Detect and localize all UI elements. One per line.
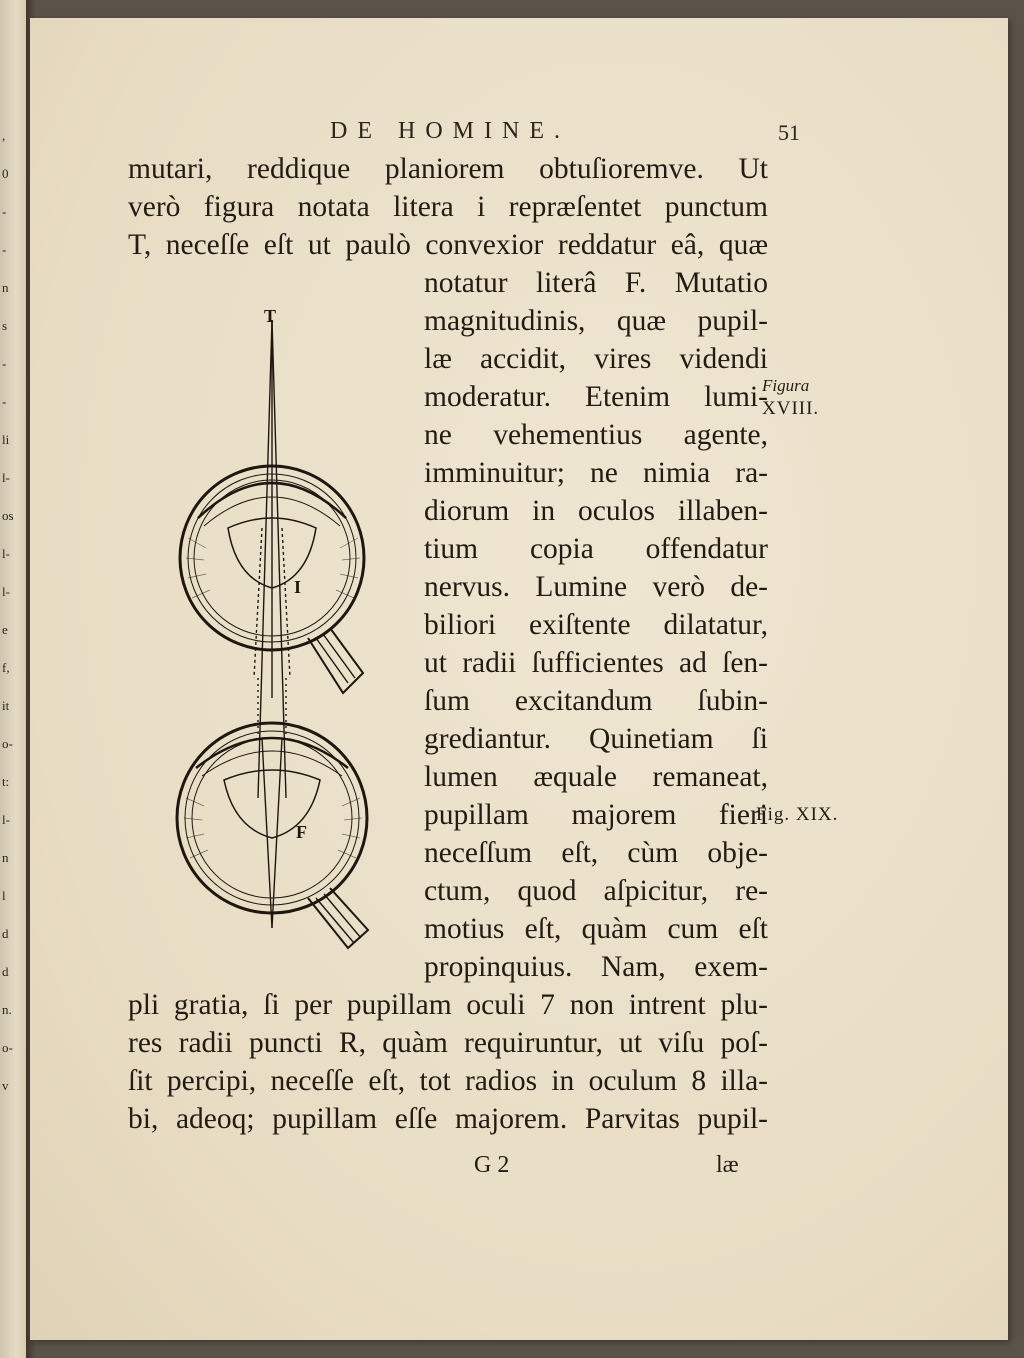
catchword: læ — [716, 1152, 739, 1178]
facing-page-fragment: d — [2, 926, 9, 941]
top-text-block — [128, 150, 768, 264]
text-line: lumen æquale remaneat, — [424, 761, 768, 793]
text-line: biliori exiſtente dilatatur, — [424, 609, 768, 641]
facing-page-fragment: e — [2, 622, 8, 637]
facing-page-fragment: n — [2, 850, 9, 865]
text-line: moderatur. Etenim lumi- — [424, 381, 768, 413]
signature-mark: G 2 — [474, 1152, 510, 1178]
page-number: 51 — [778, 120, 800, 145]
column-text-block — [424, 264, 768, 986]
text-line: nervus. Lumine verò de- — [424, 571, 768, 603]
facing-page-fragment: os — [2, 508, 14, 523]
margin-note-figura-number: XVIII. — [762, 398, 820, 419]
text-line: neceſſum eſt, cùm obje- — [424, 837, 768, 869]
text-line: pupillam majorem fieri — [424, 799, 768, 831]
facing-page-fragment: l- — [2, 546, 10, 561]
figure-label-f: F — [296, 822, 307, 842]
facing-page-fragment: t: — [2, 774, 10, 789]
facing-page-edge — [0, 0, 26, 1358]
book-page — [30, 18, 1008, 1340]
margin-note-fig-19: Fig. XIX. — [756, 804, 839, 825]
text-line: ctum, quod aſpicitur, re- — [424, 875, 768, 907]
text-line: res radii puncti R, quàm requiruntur, ut viſu poſ- — [128, 1027, 768, 1059]
facing-page-fragment: l- — [2, 470, 10, 485]
figure-label-t: T — [264, 306, 277, 326]
facing-page-fragment: l- — [2, 812, 10, 827]
text-line: tium copia offendatur — [424, 533, 768, 565]
text-line: notatur literâ F. Mutatio — [424, 267, 768, 299]
facing-page-fragment: o- — [2, 736, 13, 751]
facing-page-fragment: li — [2, 432, 10, 447]
eye-woodcut-illustration — [158, 298, 388, 968]
bottom-text-block — [128, 986, 768, 1138]
facing-page-fragment: f, — [2, 660, 10, 675]
text-line: ſit percipi, neceſſe eſt, tot radios in oculum 8 illa- — [128, 1065, 768, 1097]
running-title: DE HOMINE. — [330, 118, 570, 144]
text-line: T, neceſſe eſt ut paulò convexior reddatur eâ, quæ — [128, 229, 768, 261]
text-line: verò figura notata litera i repræſentet punctum — [128, 191, 768, 223]
text-line: mutari, reddique planiorem obtuſioremve. Ut — [128, 153, 768, 185]
facing-page-fragment: o- — [2, 1040, 13, 1055]
facing-page-fragment: - — [2, 394, 7, 409]
facing-page-fragment: - — [2, 204, 7, 219]
text-line: læ accidit, vires videndi — [424, 343, 768, 375]
facing-page-fragment: - — [2, 242, 7, 257]
text-line: pli gratia, ſi per pupillam oculi 7 non intrent plu- — [128, 989, 768, 1021]
facing-page-fragment: l — [2, 888, 6, 903]
facing-page-fragment: n — [2, 280, 9, 295]
text-line: diorum in oculos illaben- — [424, 495, 768, 527]
facing-page-fragment: s — [2, 318, 8, 333]
figure-label-i: I — [294, 577, 302, 597]
text-line: imminuitur; ne nimia ra- — [424, 457, 768, 489]
facing-page-fragment: 0 — [2, 166, 9, 181]
facing-page-fragment: l- — [2, 584, 10, 599]
facing-page-fragment: v — [2, 1078, 9, 1093]
page-header — [330, 118, 800, 152]
facing-page-fragment: n. — [2, 1002, 12, 1017]
text-line: propinquius. Nam, exem- — [424, 951, 768, 983]
text-line: ut radii ſufficientes ad ſen- — [424, 647, 768, 679]
facing-page-fragment: - — [2, 356, 7, 371]
margin-note-figura-label: Figura — [762, 376, 810, 395]
text-line: ſum excitandum ſubin- — [424, 685, 768, 717]
text-line: magnitudinis, quæ pupil- — [424, 305, 768, 337]
text-line: grediantur. Quinetiam ſi — [424, 723, 768, 755]
text-line: ne vehementius agente, — [424, 419, 768, 451]
facing-page-fragment: d — [2, 964, 9, 979]
text-line: bi, adeoq; pupillam eſſe majorem. Parvitas pupil- — [128, 1103, 768, 1135]
facing-page-fragment: , — [2, 128, 6, 143]
facing-page-fragment: it — [2, 698, 10, 713]
text-line: motius eſt, quàm cum eſt — [424, 913, 768, 945]
